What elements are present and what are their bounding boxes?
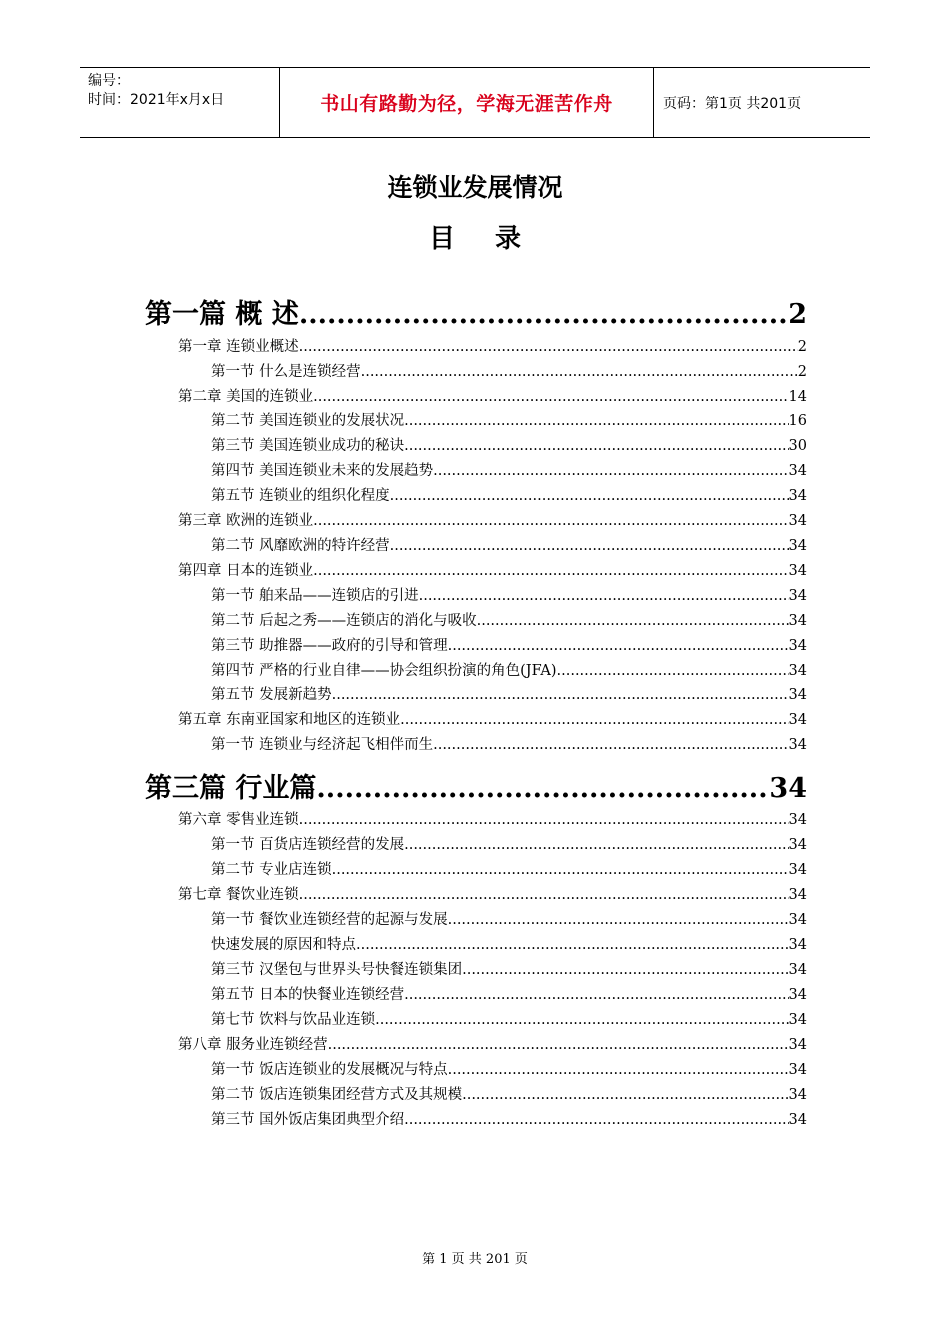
toc-leader-dots xyxy=(328,1037,789,1053)
toc-entry-label: 第一节 舶来品——连锁店的引进 xyxy=(211,588,419,604)
toc-page-number: 34 xyxy=(788,563,807,579)
toc-page-number: 34 xyxy=(788,712,807,728)
toc-part-entry[interactable] xyxy=(145,766,807,802)
toc-entry-label: 第五章 东南亚国家和地区的连锁业 xyxy=(178,712,401,728)
toc-page-number: 34 xyxy=(788,588,807,604)
code-label: 编号： xyxy=(88,73,130,89)
toc-page-number: 30 xyxy=(788,438,807,454)
toc-section-entry[interactable] xyxy=(211,683,807,705)
toc-leader-dots xyxy=(448,638,789,654)
toc-entry-label: 第一节 百货店连锁经营的发展 xyxy=(211,837,405,853)
toc-leader-dots xyxy=(404,413,788,429)
toc-page-number: 2 xyxy=(788,299,807,328)
header-motto: 书山有路勤为径，学海无涯苦作舟 xyxy=(320,93,613,115)
header-page-info: 页码：第1页 共201页 xyxy=(663,95,802,112)
toc-leader-dots xyxy=(313,389,788,405)
toc-leader-dots xyxy=(313,513,788,529)
header-meta xyxy=(80,68,280,137)
toc-leader-dots xyxy=(332,862,789,878)
toc-chapter-entry[interactable] xyxy=(178,808,807,830)
toc-leader-dots xyxy=(375,1012,788,1028)
toc-section-entry[interactable] xyxy=(211,659,807,681)
toc-leader-dots xyxy=(400,712,788,728)
toc-page-number: 34 xyxy=(769,773,807,802)
toc-entry-label: 第四章 日本的连锁业 xyxy=(178,563,314,579)
toc-section-entry[interactable] xyxy=(211,409,807,431)
toc-page-number: 34 xyxy=(788,937,807,953)
toc-page-number: 34 xyxy=(788,887,807,903)
toc-leader-dots xyxy=(433,737,788,753)
toc-page-number: 34 xyxy=(788,1087,807,1103)
toc-leader-dots xyxy=(404,1112,788,1128)
toc-entry-label: 第五节 发展新趋势 xyxy=(211,687,332,703)
toc-leader-dots xyxy=(299,299,788,328)
toc-entry-label: 第一章 连锁业概述 xyxy=(178,339,299,355)
toc-leader-dots xyxy=(390,538,789,554)
toc-page-number: 34 xyxy=(788,638,807,654)
toc-entry-label: 第五节 日本的快餐业连锁经营 xyxy=(211,987,405,1003)
toc-page-number: 34 xyxy=(788,837,807,853)
toc-entry-label: 第一节 餐饮业连锁经营的起源与发展 xyxy=(211,912,448,928)
toc-heading: 目录 xyxy=(428,224,561,254)
toc-entry-label: 第二节 专业店连锁 xyxy=(211,862,332,878)
toc-chapter-entry[interactable] xyxy=(178,385,807,407)
toc-section-entry[interactable] xyxy=(211,534,807,556)
toc-chapter-entry[interactable] xyxy=(178,335,807,357)
toc-entry-label: 第三篇 行业篇 xyxy=(145,773,317,802)
toc-leader-dots xyxy=(356,937,789,953)
toc-section-entry[interactable] xyxy=(211,434,807,456)
toc-section-entry[interactable] xyxy=(211,833,807,855)
toc-leader-dots xyxy=(477,613,789,629)
document-title: 连锁业发展情况 xyxy=(387,173,563,202)
toc-chapter-entry[interactable] xyxy=(178,883,807,905)
toc-leader-dots xyxy=(448,912,789,928)
toc-entry-label: 第二节 美国连锁业的发展状况 xyxy=(211,413,405,429)
toc-leader-dots xyxy=(299,887,789,903)
toc-section-entry[interactable] xyxy=(211,1058,807,1080)
toc-page-number: 34 xyxy=(788,687,807,703)
toc-entry-label: 第二节 后起之秀——连锁店的消化与吸收 xyxy=(211,613,477,629)
toc-entry-label: 第一节 饭店连锁业的发展概况与特点 xyxy=(211,1062,448,1078)
toc-entry-label: 第六章 零售业连锁 xyxy=(178,812,299,828)
toc-section-entry[interactable] xyxy=(211,933,807,955)
toc-entry-label: 第三节 汉堡包与世界头号快餐连锁集团 xyxy=(211,962,463,978)
toc-page-number: 34 xyxy=(788,538,807,554)
page-header xyxy=(80,67,870,138)
toc-page-number: 34 xyxy=(788,1037,807,1053)
toc-leader-dots xyxy=(316,773,769,802)
toc-leader-dots xyxy=(419,588,789,604)
toc-section-entry[interactable] xyxy=(211,584,807,606)
toc-page-number: 34 xyxy=(788,962,807,978)
toc-leader-dots xyxy=(299,812,789,828)
toc-section-entry[interactable] xyxy=(211,1108,807,1130)
toc-leader-dots xyxy=(404,987,788,1003)
toc-page-number: 16 xyxy=(788,413,807,429)
toc-section-entry[interactable] xyxy=(211,958,807,980)
toc-page-number: 2 xyxy=(797,339,807,355)
toc-entry-label: 第一节 连锁业与经济起飞相伴而生 xyxy=(211,737,434,753)
toc-page-number: 34 xyxy=(788,737,807,753)
toc-entry-label: 第三章 欧洲的连锁业 xyxy=(178,513,314,529)
toc-page-number: 34 xyxy=(788,663,807,679)
toc-leader-dots xyxy=(313,563,788,579)
toc-page-number: 34 xyxy=(788,862,807,878)
toc-chapter-entry[interactable] xyxy=(178,559,807,581)
toc-page-number: 34 xyxy=(788,1012,807,1028)
toc-entry-label: 第七章 餐饮业连锁 xyxy=(178,887,299,903)
toc-entry-label: 第二节 风靡欧洲的特许经营 xyxy=(211,538,390,554)
toc-entry-label: 第二章 美国的连锁业 xyxy=(178,389,314,405)
toc-page-number: 2 xyxy=(797,364,807,380)
toc-page-number: 34 xyxy=(788,463,807,479)
toc-section-entry[interactable] xyxy=(211,360,807,382)
toc-chapter-entry[interactable] xyxy=(178,509,807,531)
toc-section-entry[interactable] xyxy=(211,908,807,930)
toc-entry-label: 第三节 助推器——政府的引导和管理 xyxy=(211,638,448,654)
toc-entry-label: 第四节 美国连锁业未来的发展趋势 xyxy=(211,463,434,479)
toc-section-entry[interactable] xyxy=(211,858,807,880)
toc-page-number: 34 xyxy=(788,613,807,629)
toc-entry-label: 快速发展的原因和特点 xyxy=(211,937,356,953)
toc-section-entry[interactable] xyxy=(211,983,807,1005)
toc-entry-label: 第七节 饮料与饮品业连锁 xyxy=(211,1012,376,1028)
toc-leader-dots xyxy=(404,837,788,853)
toc-page-number: 34 xyxy=(788,1112,807,1128)
toc-leader-dots xyxy=(462,1087,788,1103)
time-label: 时间：2021年x月x日 xyxy=(88,92,225,108)
toc-page-number: 34 xyxy=(788,488,807,504)
toc-entry-label: 第三节 国外饭店集团典型介绍 xyxy=(211,1112,405,1128)
toc-section-entry[interactable] xyxy=(211,609,807,631)
toc-page-number: 34 xyxy=(788,1062,807,1078)
toc-leader-dots xyxy=(448,1062,789,1078)
toc-page-number: 14 xyxy=(788,389,807,405)
header-motto-cell xyxy=(280,68,654,137)
toc-entry-label: 第一篇 概 述 xyxy=(145,299,299,328)
toc-section-entry[interactable] xyxy=(211,484,807,506)
toc-section-entry[interactable] xyxy=(211,1008,807,1030)
toc-entry-label: 第二节 饭店连锁集团经营方式及其规模 xyxy=(211,1087,463,1103)
toc-entry-label: 第五节 连锁业的组织化程度 xyxy=(211,488,390,504)
toc-leader-dots xyxy=(299,339,798,355)
toc-leader-dots xyxy=(404,438,788,454)
toc-page-number: 34 xyxy=(788,912,807,928)
toc-entry-label: 第三节 美国连锁业成功的秘诀 xyxy=(211,438,405,454)
toc-page-number: 34 xyxy=(788,513,807,529)
toc-entry-label: 第四节 严格的行业自律——协会组织扮演的角色(JFA) xyxy=(211,663,557,679)
toc-part-entry[interactable] xyxy=(145,292,807,328)
toc-chapter-entry[interactable] xyxy=(178,708,807,730)
toc-page-number: 34 xyxy=(788,812,807,828)
toc-leader-dots xyxy=(332,687,789,703)
toc-section-entry[interactable] xyxy=(211,459,807,481)
toc-leader-dots xyxy=(433,463,788,479)
toc-leader-dots xyxy=(462,962,788,978)
toc-page-number: 34 xyxy=(788,987,807,1003)
toc-chapter-entry[interactable] xyxy=(178,1033,807,1055)
toc-section-entry[interactable] xyxy=(211,634,807,656)
toc-leader-dots xyxy=(361,364,798,380)
toc-section-entry[interactable] xyxy=(211,733,807,755)
toc-leader-dots xyxy=(390,488,789,504)
page-footer: 第 1 页 共 201 页 xyxy=(422,1252,528,1267)
toc-entry-label: 第一节 什么是连锁经营 xyxy=(211,364,361,380)
toc-leader-dots xyxy=(557,663,789,679)
toc-section-entry[interactable] xyxy=(211,1083,807,1105)
toc-entry-label: 第八章 服务业连锁经营 xyxy=(178,1037,328,1053)
